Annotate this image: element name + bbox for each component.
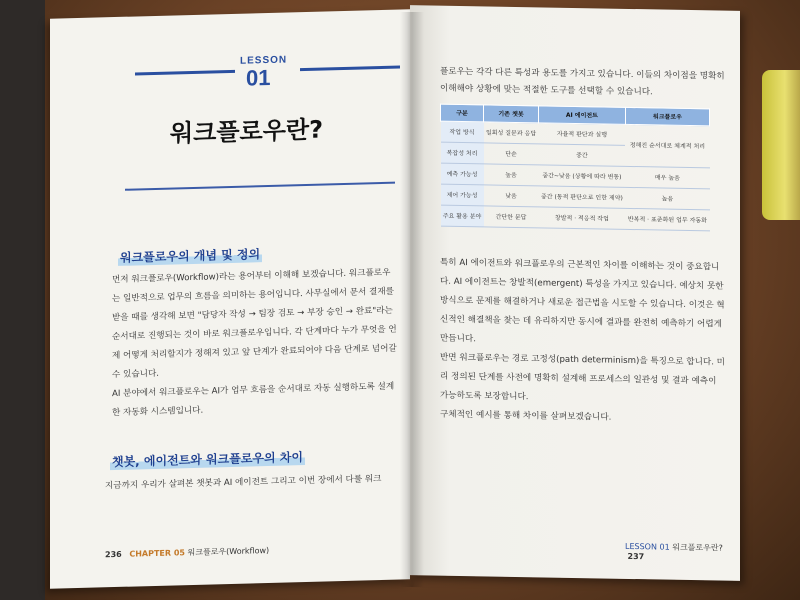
lesson-label: LESSON: [240, 54, 288, 67]
table-cell: 예측 가능성: [441, 163, 484, 185]
text-line: 다. AI 에이전트는 창발적(emergent) 특성을 가지고 있습니다. 예상치 못한: [440, 276, 724, 292]
section-heading-difference: 챗봇, 에이전트와 워크플로우의 차이: [110, 448, 305, 470]
table-cell: 제어 가능성: [441, 184, 484, 206]
right-page: [410, 5, 740, 581]
book-gutter: [400, 12, 424, 587]
table-header: 기존 챗봇: [484, 105, 539, 123]
page-number: 236: [105, 549, 122, 560]
paragraph-intro: [440, 64, 740, 103]
text-line: 받을 때를 생각해 보면 "담당자 작성 → 팀장 검토 → 부장 승인 → 완료"라는: [112, 305, 393, 324]
lesson-number: 01: [246, 64, 271, 91]
text-line: 리 정의된 단계를 사전에 명확히 설계해 프로세스의 일관성 및 결과 예측이: [440, 371, 717, 387]
text-line: 구체적인 예시를 통해 차이를 살펴보겠습니다.: [440, 409, 612, 423]
yellow-object: [762, 70, 800, 220]
section-heading-concept: 워크플로우의 개념 및 정의: [118, 245, 262, 266]
table-cell: 높음: [484, 164, 539, 186]
lesson-rule-left: [135, 70, 235, 76]
table-cell: 중간 (동적 판단으로 인한 제약): [538, 186, 625, 209]
table-cell: 창발적 · 적응적 작업: [538, 207, 625, 230]
text-line: 반면 워크플로우는 경로 고정성(path determinism)을 특징으로 합니다. 미: [440, 352, 725, 368]
lesson-footer-title: 워크플로우란?: [672, 542, 723, 553]
table-header: AI 에이전트: [538, 106, 625, 125]
paragraph-difference: [105, 469, 410, 496]
text-line: 신적인 해결책을 찾는 데 유리하지만 동시에 결과를 완전히 예측하기 어렵게: [440, 314, 722, 330]
text-line: 는 일반적으로 업무의 흐름을 의미하는 용어입니다. 사무실에서 문서 결재를: [112, 286, 394, 305]
table-cell: 높음: [625, 187, 709, 209]
lesson-rule-right: [300, 66, 400, 72]
title-divider: [125, 182, 395, 191]
text-line: AI 분야에서 워크플로우는 AI가 업무 흐름을 순서대로 자동 실행하도록 설계: [112, 381, 395, 400]
text-line: 방식으로 문제를 해결하거나 새로운 접근법을 시도할 수 있습니다. 이것은 혁: [440, 295, 725, 311]
text-line: 수 있습니다.: [112, 368, 159, 381]
text-line: 제 어떻게 처리할지가 정해져 있고 앞 단계가 완료되어야 다음 단계로 넘어갈: [112, 343, 397, 362]
table-cell: 작업 방식: [441, 121, 484, 143]
chapter-title: 워크플로우(Workflow): [187, 545, 270, 558]
paragraph-emergent: [440, 254, 740, 430]
background-object: [0, 0, 45, 600]
text-line: 지금까지 우리가 살펴본 챗봇과 AI 에이전트 그리고 이번 장에서 다룰 워크: [105, 474, 382, 492]
table-cell: 중간~낮음 (상황에 따라 변동): [538, 165, 625, 188]
table-cell: 자율적 판단과 실행: [538, 123, 625, 146]
page-footer-right: [625, 541, 740, 563]
table-cell: 주요 활용 분야: [441, 205, 484, 227]
page-title: 워크플로우란?: [170, 115, 324, 148]
text-line: 가능하도록 보장합니다.: [440, 390, 529, 403]
table-cell: 복잡성 처리: [441, 142, 484, 164]
table-cell: 단순: [484, 143, 539, 165]
table-cell: 간단한 문답: [484, 206, 539, 228]
table-cell: 매우 높음: [625, 166, 709, 188]
chapter-label: CHAPTER 05: [129, 548, 185, 559]
left-page: [50, 9, 410, 588]
table-cell: 중간: [538, 144, 625, 167]
text-line: 플로우는 각각 다른 특성과 용도를 가지고 있습니다. 이들의 차이점을 명확히: [440, 66, 725, 82]
table-header: 워크플로우: [625, 107, 709, 125]
text-line: 순서대로 진행되는 것이 바로 워크플로우입니다. 각 단계마다 누가 무엇을 언: [112, 324, 397, 343]
comparison-table: [440, 104, 710, 232]
paragraph-definition: [112, 263, 410, 423]
table-header: 구분: [441, 104, 484, 122]
lesson-footer-label: LESSON 01: [625, 541, 670, 552]
page-footer-left: [105, 545, 269, 560]
table-row: [441, 205, 710, 231]
text-line: 만듭니다.: [440, 333, 476, 345]
table-cell: 정해진 순서대로 체계적 처리: [625, 124, 709, 167]
text-line: 먼저 워크플로우(Workflow)라는 용어부터 이해해 보겠습니다. 워크플로우: [112, 267, 391, 286]
text-line: 한 자동화 시스템입니다.: [112, 405, 204, 419]
text-line: 이해해야 상황에 맞는 적절한 도구를 선택할 수 있습니다.: [440, 83, 653, 98]
page-number: 237: [627, 551, 645, 562]
table-cell: 반복적 · 표준화된 업무 자동화: [625, 208, 709, 230]
table-cell: 일회성 질문과 응답: [484, 122, 539, 144]
text-line: 특히 AI 에이전트와 워크플로우의 근본적인 차이를 이해하는 것이 중요합니: [440, 257, 720, 273]
table-cell: 낮음: [484, 185, 539, 207]
